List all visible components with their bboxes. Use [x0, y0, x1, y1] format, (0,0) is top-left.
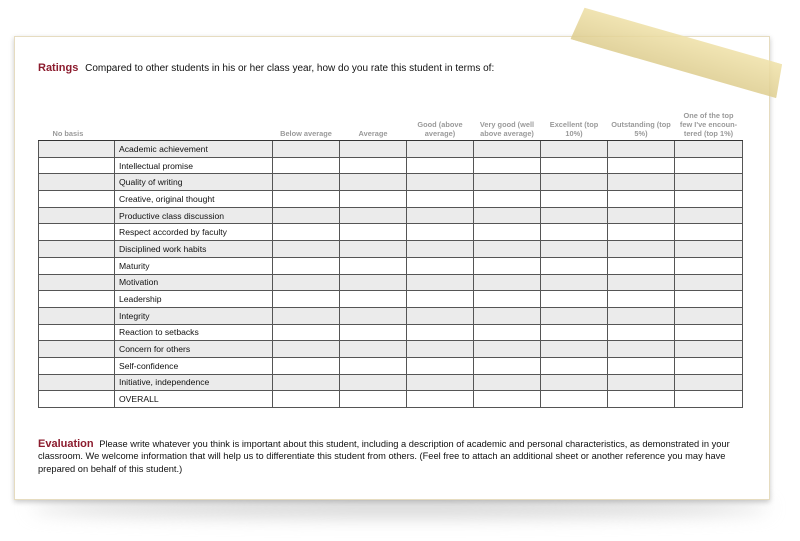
column-header-top-few: One of the top few I've encoun-tered (top 1%) [675, 88, 743, 141]
rating-cell[interactable] [407, 157, 474, 174]
rating-cell[interactable] [608, 257, 675, 274]
rating-cell[interactable] [541, 391, 608, 408]
column-header-good: Good (above average) [407, 88, 474, 141]
rating-cell[interactable] [608, 291, 675, 308]
ratings-table [38, 88, 743, 408]
no-basis-cell[interactable] [39, 157, 115, 174]
rating-cell[interactable] [407, 291, 474, 308]
rating-cell[interactable] [608, 374, 675, 391]
rating-cell[interactable] [340, 224, 407, 241]
rating-cell[interactable] [675, 391, 743, 408]
rating-cell[interactable] [541, 174, 608, 191]
column-header-very-good: Very good (well above average) [474, 88, 541, 141]
rating-cell[interactable] [608, 324, 675, 341]
rating-row [39, 241, 743, 258]
rating-cell[interactable] [608, 191, 675, 208]
rating-cell[interactable] [407, 257, 474, 274]
column-header-outstanding: Outstanding (top 5%) [608, 88, 675, 141]
paper-shadow [30, 500, 770, 516]
rating-cell[interactable] [273, 191, 340, 208]
rating-cell[interactable] [474, 307, 541, 324]
rating-cell[interactable] [541, 274, 608, 291]
criterion-label: Motivation [115, 274, 273, 291]
rating-cell[interactable] [340, 241, 407, 258]
no-basis-cell[interactable] [39, 391, 115, 408]
rating-cell[interactable] [474, 174, 541, 191]
rating-cell[interactable] [273, 224, 340, 241]
rating-cell[interactable] [407, 224, 474, 241]
no-basis-cell[interactable] [39, 141, 115, 158]
rating-cell[interactable] [675, 207, 743, 224]
rating-cell[interactable] [340, 291, 407, 308]
rating-cell[interactable] [608, 341, 675, 358]
rating-cell[interactable] [608, 157, 675, 174]
rating-cell[interactable] [474, 374, 541, 391]
no-basis-cell[interactable] [39, 224, 115, 241]
rating-cell[interactable] [541, 191, 608, 208]
rating-cell[interactable] [474, 241, 541, 258]
rating-cell[interactable] [273, 257, 340, 274]
rating-cell[interactable] [675, 174, 743, 191]
ratings-question: Compared to other students in his or her class year, how do you rate this student in terms of: [85, 63, 495, 74]
criterion-label: Reaction to setbacks [115, 324, 273, 341]
rating-cell[interactable] [474, 224, 541, 241]
rating-cell[interactable] [273, 141, 340, 158]
no-basis-cell[interactable] [39, 357, 115, 374]
rating-cell[interactable] [608, 357, 675, 374]
rating-cell[interactable] [675, 374, 743, 391]
rating-cell[interactable] [474, 157, 541, 174]
evaluation-title: Evaluation [38, 438, 94, 450]
rating-cell[interactable] [541, 257, 608, 274]
rating-row [39, 257, 743, 274]
rating-cell[interactable] [474, 341, 541, 358]
rating-cell[interactable] [541, 207, 608, 224]
rating-cell[interactable] [675, 274, 743, 291]
rating-cell[interactable] [407, 241, 474, 258]
evaluation-section [38, 438, 750, 475]
rating-cell[interactable] [273, 174, 340, 191]
criterion-label: Quality of writing [115, 174, 273, 191]
rating-row [39, 157, 743, 174]
rating-cell[interactable] [407, 341, 474, 358]
ratings-header-row [39, 88, 743, 141]
criterion-label: Productive class discussion [115, 207, 273, 224]
rating-cell[interactable] [474, 141, 541, 158]
rating-cell[interactable] [474, 191, 541, 208]
rating-cell[interactable] [273, 374, 340, 391]
ratings-body [39, 141, 743, 408]
rating-cell[interactable] [474, 324, 541, 341]
rating-row [39, 191, 743, 208]
no-basis-cell[interactable] [39, 174, 115, 191]
rating-cell[interactable] [608, 274, 675, 291]
rating-cell[interactable] [541, 224, 608, 241]
rating-cell[interactable] [340, 191, 407, 208]
rating-cell[interactable] [407, 391, 474, 408]
criterion-label: Respect accorded by faculty [115, 224, 273, 241]
no-basis-cell[interactable] [39, 191, 115, 208]
rating-cell[interactable] [541, 357, 608, 374]
rating-cell[interactable] [340, 274, 407, 291]
ratings-header [38, 62, 494, 74]
no-basis-cell[interactable] [39, 274, 115, 291]
column-header-criterion [115, 88, 273, 141]
rating-cell[interactable] [675, 291, 743, 308]
rating-cell[interactable] [675, 357, 743, 374]
rating-cell[interactable] [273, 307, 340, 324]
rating-cell[interactable] [675, 224, 743, 241]
criterion-label: Concern for others [115, 341, 273, 358]
rating-cell[interactable] [474, 207, 541, 224]
rating-cell[interactable] [340, 324, 407, 341]
rating-cell[interactable] [407, 207, 474, 224]
no-basis-cell[interactable] [39, 307, 115, 324]
rating-cell[interactable] [340, 341, 407, 358]
rating-cell[interactable] [541, 241, 608, 258]
rating-cell[interactable] [340, 357, 407, 374]
rating-cell[interactable] [474, 291, 541, 308]
rating-cell[interactable] [675, 157, 743, 174]
rating-cell[interactable] [340, 157, 407, 174]
rating-row [39, 141, 743, 158]
rating-cell[interactable] [541, 157, 608, 174]
rating-cell[interactable] [541, 341, 608, 358]
rating-row [39, 307, 743, 324]
rating-row [39, 391, 743, 408]
rating-cell[interactable] [675, 191, 743, 208]
rating-cell[interactable] [340, 141, 407, 158]
criterion-label: Maturity [115, 257, 273, 274]
rating-cell[interactable] [541, 307, 608, 324]
rating-cell[interactable] [608, 207, 675, 224]
rating-cell[interactable] [474, 357, 541, 374]
rating-row [39, 341, 743, 358]
rating-cell[interactable] [273, 291, 340, 308]
rating-row [39, 274, 743, 291]
rating-cell[interactable] [273, 241, 340, 258]
rating-row [39, 207, 743, 224]
rating-cell[interactable] [474, 391, 541, 408]
criterion-label: Disciplined work habits [115, 241, 273, 258]
column-header-below-average: Below average [273, 88, 340, 141]
rating-cell[interactable] [407, 324, 474, 341]
rating-cell[interactable] [541, 374, 608, 391]
criterion-label: Intellectual promise [115, 157, 273, 174]
rating-cell[interactable] [407, 307, 474, 324]
rating-row [39, 174, 743, 191]
rating-row [39, 291, 743, 308]
rating-cell[interactable] [273, 391, 340, 408]
rating-cell[interactable] [273, 341, 340, 358]
column-header-excellent: Excellent (top 10%) [541, 88, 608, 141]
criterion-label: Creative, original thought [115, 191, 273, 208]
criterion-label: OVERALL [115, 391, 273, 408]
rating-cell[interactable] [541, 291, 608, 308]
rating-row [39, 357, 743, 374]
no-basis-cell[interactable] [39, 324, 115, 341]
ratings-title: Ratings [38, 62, 79, 74]
rating-cell[interactable] [407, 274, 474, 291]
rating-cell[interactable] [541, 324, 608, 341]
criterion-label: Self-confidence [115, 357, 273, 374]
rating-cell[interactable] [407, 357, 474, 374]
rating-cell[interactable] [407, 174, 474, 191]
rating-row [39, 374, 743, 391]
criterion-label: Initiative, independence [115, 374, 273, 391]
rating-cell[interactable] [407, 141, 474, 158]
no-basis-cell[interactable] [39, 207, 115, 224]
rating-cell[interactable] [608, 224, 675, 241]
rating-row [39, 224, 743, 241]
rating-cell[interactable] [340, 174, 407, 191]
column-header-no-basis: No basis [39, 88, 115, 141]
rating-cell[interactable] [273, 207, 340, 224]
rating-cell[interactable] [407, 191, 474, 208]
rating-cell[interactable] [541, 141, 608, 158]
rating-cell[interactable] [608, 391, 675, 408]
rating-cell[interactable] [407, 374, 474, 391]
rating-cell[interactable] [340, 374, 407, 391]
rating-cell[interactable] [675, 141, 743, 158]
column-header-average: Average [340, 88, 407, 141]
rating-cell[interactable] [273, 357, 340, 374]
rating-cell[interactable] [273, 274, 340, 291]
evaluation-text: Please write whatever you think is important about this student, including a description of academic and personal characteristics, as demonstrated in your classroom. We welcome information that will help us to differentiate this student from others. (Feel free to attach an additional sheet or another reference you may have prepared on behalf of this student.) [38, 439, 730, 474]
rating-cell[interactable] [675, 307, 743, 324]
rating-cell[interactable] [340, 257, 407, 274]
criterion-label: Integrity [115, 307, 273, 324]
rating-row [39, 324, 743, 341]
criterion-label: Leadership [115, 291, 273, 308]
no-basis-cell[interactable] [39, 341, 115, 358]
rating-cell[interactable] [608, 174, 675, 191]
rating-cell[interactable] [474, 257, 541, 274]
rating-cell[interactable] [273, 324, 340, 341]
rating-cell[interactable] [608, 141, 675, 158]
no-basis-cell[interactable] [39, 374, 115, 391]
rating-cell[interactable] [608, 307, 675, 324]
rating-cell[interactable] [340, 391, 407, 408]
rating-cell[interactable] [675, 341, 743, 358]
rating-cell[interactable] [675, 257, 743, 274]
rating-cell[interactable] [273, 157, 340, 174]
no-basis-cell[interactable] [39, 257, 115, 274]
criterion-label: Academic achievement [115, 141, 273, 158]
rating-cell[interactable] [675, 241, 743, 258]
rating-cell[interactable] [608, 241, 675, 258]
no-basis-cell[interactable] [39, 241, 115, 258]
rating-cell[interactable] [340, 207, 407, 224]
rating-cell[interactable] [340, 307, 407, 324]
rating-cell[interactable] [474, 274, 541, 291]
rating-cell[interactable] [675, 324, 743, 341]
no-basis-cell[interactable] [39, 291, 115, 308]
